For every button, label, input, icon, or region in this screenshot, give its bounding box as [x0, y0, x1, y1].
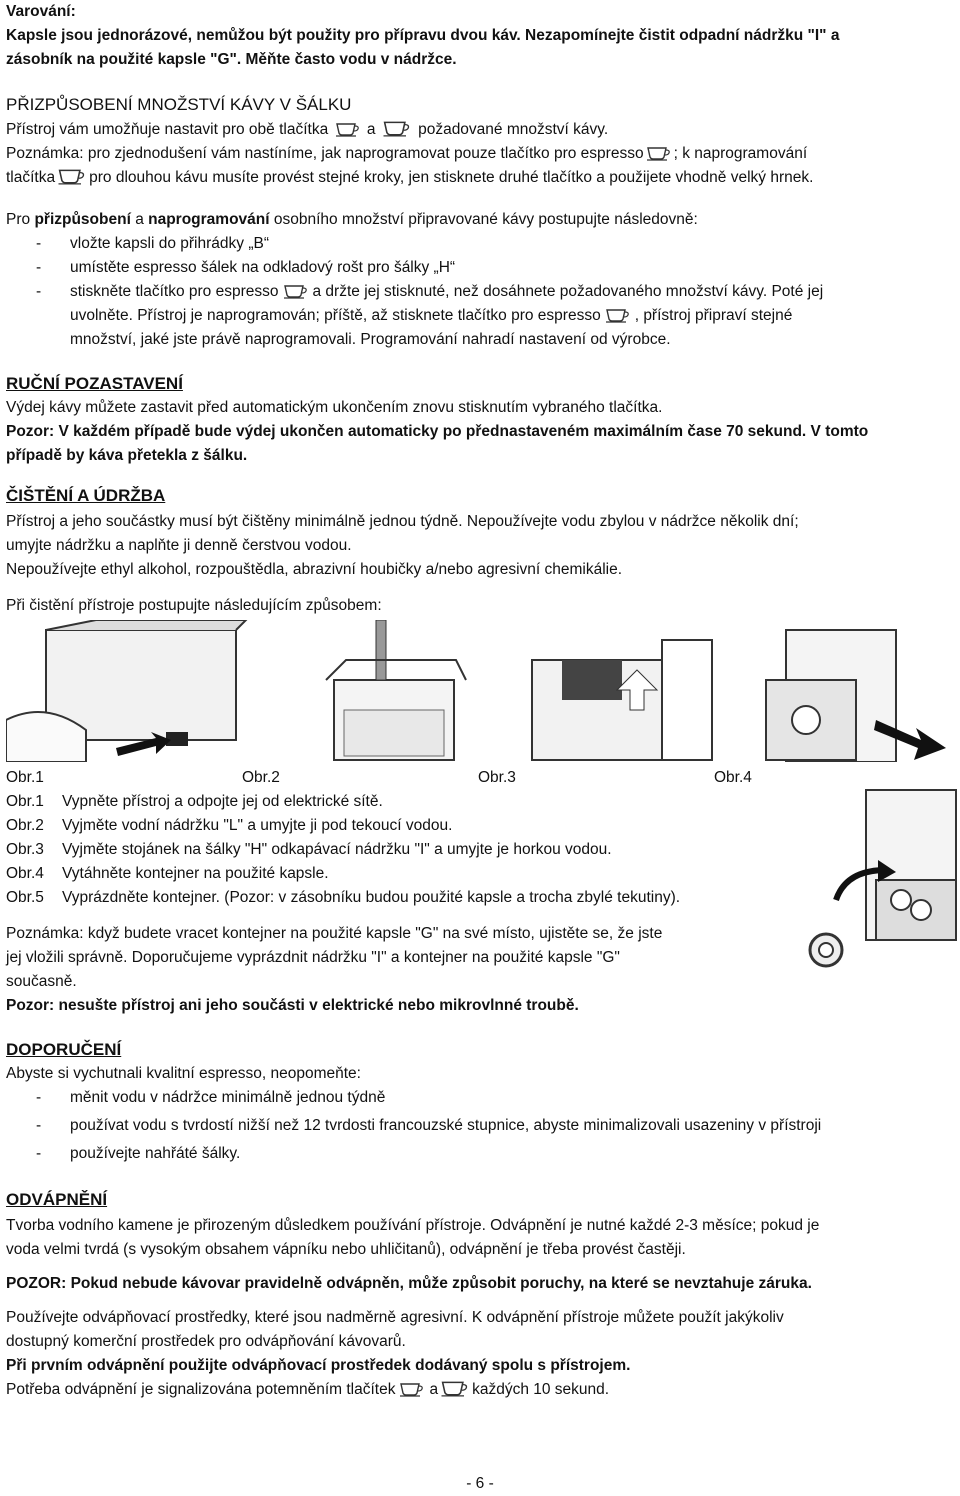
descaling-text: a — [429, 1381, 439, 1398]
step-text: uvolněte. Přístroj je naprogramován; příště, až stisknete tlačítko pro espresso — [70, 307, 601, 324]
intro-bold: naprogramování — [148, 211, 270, 228]
descaling-last — [6, 1378, 954, 1402]
espresso-button-icon — [646, 145, 672, 161]
figure-1-label: Obr.1 — [6, 769, 44, 786]
cleaning-steps — [6, 790, 954, 910]
cleaning-note — [6, 922, 954, 1018]
pause-section — [6, 372, 954, 468]
figure-3-label: Obr.3 — [478, 769, 516, 786]
note-line-3: současně. — [6, 973, 77, 990]
long-coffee-button-icon — [382, 119, 412, 137]
step-text: umístěte espresso šálek na odkladový rošt pro šálky „H“ — [70, 259, 456, 276]
descaling-p4: dostupný komerční prostředek pro odvápňování kávovarů. — [6, 1333, 406, 1350]
step-text: množství, jaké jste právě naprogramovali. Programování nahradí nastavení od výrobce. — [70, 331, 671, 348]
pause-warning-2: případě by káva přetekla z šálku. — [6, 447, 248, 464]
step-text: , přístroj připraví stejné — [634, 307, 793, 324]
step-label: Obr.3 — [6, 841, 44, 858]
espresso-button-icon — [397, 1381, 427, 1397]
dash: - — [36, 235, 42, 252]
intro-bold: přizpůsobení — [34, 211, 131, 228]
recommend-item — [6, 1114, 954, 1138]
cleaning-section — [6, 484, 954, 618]
pause-text: Výdej kávy můžete zastavit před automatickým ukončením znovu stisknutím vybraného tlačítka. — [6, 399, 663, 416]
recommend-item — [6, 1086, 954, 1110]
dash: - — [36, 1145, 42, 1162]
adjust-text: ; k naprogramování — [673, 145, 808, 162]
espresso-button-icon — [335, 121, 361, 137]
descaling-title: ODVÁPNĚNÍ — [6, 1190, 108, 1209]
descaling-text: každých 10 sekund. — [472, 1381, 610, 1398]
step-text: stiskněte tlačítko pro espresso — [70, 283, 279, 300]
cleaning-title: ČIŠTĚNÍ A ÚDRŽBA — [6, 486, 166, 505]
intro-text: a — [130, 211, 149, 228]
cleaning-step — [6, 862, 954, 886]
adjust-text: pro dlouhou kávu musíte provést stejné kroky, jen stisknete druhé tlačítko a použijete vhodně velký hrnek. — [89, 169, 814, 186]
step-label: Obr.4 — [6, 865, 44, 882]
figure-2-image — [306, 620, 476, 762]
recommend-item — [6, 1142, 954, 1166]
adjust-line-1 — [6, 118, 954, 142]
step-label: Obr.1 — [6, 793, 44, 810]
long-coffee-button-icon — [440, 1379, 470, 1397]
descaling-text: Potřeba odvápnění je signalizována potemněním tlačítek — [6, 1381, 396, 1398]
cleaning-step — [6, 886, 954, 910]
step-text: Vyprázdněte kontejner. (Pozor: v zásobníku budou použité kapsle a trocha zbylé tekutiny). — [62, 889, 681, 906]
step-label: Obr.5 — [6, 889, 44, 906]
adjust-text: požadované množství kávy. — [418, 121, 609, 138]
figure-4-image — [756, 620, 954, 762]
recommend-title: DOPORUČENÍ — [6, 1040, 122, 1059]
step-text: Vypněte přístroj a odpojte jej od elektrické sítě. — [62, 793, 383, 810]
step-label: Obr.2 — [6, 817, 44, 834]
descaling-bold: Při prvním odvápnění použijte odvápňovací prostředek dodávaný spolu s přístrojem. — [6, 1357, 631, 1374]
warning-section — [6, 0, 954, 72]
recommend-text: používat vodu s tvrdostí nižší než 12 tvrdosti francouzské stupnice, abyste minimalizovali usazeniny v přístroji — [70, 1117, 822, 1134]
pause-title: RUČNÍ POZASTAVENÍ — [6, 374, 183, 393]
dash: - — [36, 1117, 42, 1134]
adjust-line-3 — [6, 166, 954, 190]
recommend-intro: Abyste si vychutnali kvalitní espresso, neopomeňte: — [6, 1065, 361, 1082]
cleaning-step — [6, 814, 954, 838]
step-text: Vytáhněte kontejner na použité kapsle. — [62, 865, 329, 882]
adjust-section — [6, 93, 954, 190]
descaling-p2: voda velmi tvrdá (s vysokým obsahem vápníku nebo uhličitanů), odvápnění je třeba provést častěji. — [6, 1241, 686, 1258]
cleaning-p2: umyjte nádržku a naplňte ji denně čerstvou vodou. — [6, 537, 352, 554]
step-item — [6, 256, 954, 280]
recommend-section — [6, 1038, 954, 1166]
cleaning-step — [6, 790, 954, 814]
dash: - — [36, 283, 42, 300]
pause-warning-1: Pozor: V každém případě bude výdej ukončen automaticky po přednastaveném maximálním čase 70 sekund. V tomto — [6, 423, 869, 440]
step-item — [6, 232, 954, 256]
long-coffee-button-icon — [57, 167, 87, 185]
cleaning-p3: Nepoužívejte ethyl alkohol, rozpouštědla, abrazivní houbičky a/nebo agresivní chemikálie. — [6, 561, 623, 578]
step-text: vložte kapsli do přihrádky „B“ — [70, 235, 269, 252]
adjust-text: tlačítka — [6, 169, 56, 186]
page-number: - 6 - — [466, 1475, 494, 1492]
warning-title: Varování: — [6, 3, 76, 20]
descaling-warning: POZOR: Pokud nebude kávovar pravidelně odvápněn, může způsobit poruchy, na které se nevztahuje záruka. — [6, 1275, 812, 1292]
adjust-line-2 — [6, 142, 954, 166]
step-text: Vyjměte vodní nádržku "L" a umyjte ji pod tekoucí vodou. — [62, 817, 453, 834]
espresso-button-icon — [603, 307, 633, 323]
cleaning-step — [6, 838, 954, 862]
step-item — [6, 280, 954, 352]
adjust-text: a — [366, 121, 376, 138]
warning-line-1: Kapsle jsou jednorázové, nemůžou být použity pro přípravu dvou káv. Nezapomínejte čistit odpadní nádržku "I" a — [6, 27, 840, 44]
cleaning-p4: Při čistění přístroje postupujte následujícím způsobem: — [6, 597, 382, 614]
figure-1-image — [6, 620, 256, 762]
dash: - — [36, 259, 42, 276]
step-text: a držte jej stisknuté, než dosáhnete požadovaného množství kávy. Poté jej — [312, 283, 824, 300]
note-line-1: Poznámka: když budete vracet kontejner na použité kapsle "G" na své místo, ujistěte se, že jste — [6, 925, 663, 942]
figure-4-label: Obr.4 — [714, 769, 752, 786]
intro-text: osobního množství připravované kávy postupujte následovně: — [269, 211, 698, 228]
descaling-p3: Používejte odvápňovací prostředky, které jsou nadměrně agresivní. K odvápnění přístroje můžete použít jakýkoliv — [6, 1309, 784, 1326]
adjust-text: Přístroj vám umožňuje nastavit pro obě tlačítka — [6, 121, 329, 138]
figure-2-label: Obr.2 — [242, 769, 280, 786]
adjust-title: PŘIZPŮSOBENÍ MNOŽSTVÍ KÁVY V ŠÁLKU — [6, 95, 352, 114]
note-line-2: jej vložili správně. Doporučujeme vyprázdnit nádržku "I" a kontejner na použité kapsle "G" — [6, 949, 620, 966]
programming-intro — [6, 208, 954, 232]
warning-line-2: zásobník na použité kapsle "G". Měňte často vodu v nádržce. — [6, 51, 457, 68]
dash: - — [36, 1089, 42, 1106]
recommend-text: používejte nahřáté šálky. — [70, 1145, 241, 1162]
figure-3-image — [522, 620, 722, 762]
descaling-p1: Tvorba vodního kamene je přirozeným důsledkem používání přístroje. Odvápnění je nutné každé 2-3 měsíce; pokud je — [6, 1217, 820, 1234]
adjust-text: Poznámka: pro zjednodušení vám nastíníme, jak naprogramovat pouze tlačítko pro espresso — [6, 145, 644, 162]
intro-text: Pro — [6, 211, 35, 228]
step-text: Vyjměte stojánek na šálky "H" odkapávací nádržku "I" a umyjte je horkou vodou. — [62, 841, 612, 858]
recommend-text: měnit vodu v nádržce minimálně jednou týdně — [70, 1089, 386, 1106]
programming-section — [6, 208, 954, 352]
descaling-section — [6, 1188, 954, 1402]
espresso-button-icon — [281, 283, 311, 299]
cleaning-p1: Přístroj a jeho součástky musí být čištěny minimálně jednou týdně. Nepoužívejte vodu zbylou v nádržce několik dní; — [6, 513, 799, 530]
note-warning: Pozor: nesušte přístroj ani jeho součásti v elektrické nebo mikrovlnné troubě. — [6, 997, 579, 1014]
